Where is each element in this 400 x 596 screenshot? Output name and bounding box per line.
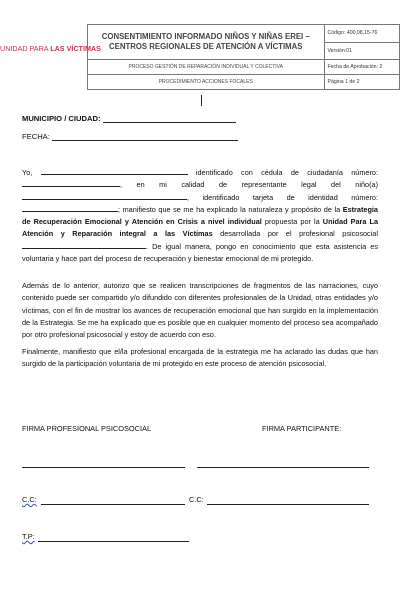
p1-text-e: propuesta por la xyxy=(264,217,320,227)
strategy-name: Estrategia de Recuperación Emocional y Atención en Crisis a nivel individual xyxy=(22,204,378,227)
cc-left-label: C.C: xyxy=(22,495,37,504)
cc-left-input-line[interactable] xyxy=(41,504,185,505)
cc-left-field xyxy=(22,495,37,504)
consent-paragraph-2: Además de lo anterior, autorizo que se realicen transcripciones de fragmentos de las narraciones, cuyo contenido puede ser compartido y/o difundido con diferentes profesionales de la Unidad, otras entidades y/o víctimas, con el fin de mostrar los avances de recuperación emocional que han surgido en la implementación de la Estrategia. Se me ha explicado que es posible que en cualquier momento del proceso sea acompañado por otro profesional psicosocial y estoy de acuerdo con eso. xyxy=(22,281,378,340)
fecha-field xyxy=(22,132,238,141)
p1-text-f: desarrollada por el profesional psicosocial xyxy=(220,229,378,239)
participant-signature-line[interactable] xyxy=(197,467,369,468)
document-header xyxy=(0,12,400,85)
professional-signature-line[interactable] xyxy=(22,467,185,468)
participant-signature-label: FIRMA PARTICIPANTE: xyxy=(262,424,342,433)
approval-date-cell: Fecha de Aprobación: 2 xyxy=(324,60,400,75)
procedure-cell: PROCEDIMIENTO ACCIONES FOCALES xyxy=(88,75,325,90)
p1-text-c: , identificado tarjeta de identidad número: xyxy=(187,192,378,202)
municipio-field xyxy=(22,114,236,123)
municipio-label: MUNICIPIO / CIUDAD: xyxy=(22,114,101,123)
name-input-line[interactable] xyxy=(41,167,188,175)
document-title xyxy=(88,25,325,60)
process-cell: PROCESO GESTIÓN DE REPARACIÓN INDIVIDUAL Y COLECTIVA xyxy=(88,60,325,75)
p1-yo: Yo, xyxy=(22,168,33,177)
code-cell: Código: 400,08,15-76 xyxy=(324,25,400,43)
professional-input-line[interactable] xyxy=(22,241,146,249)
p1-text-a: identificado con cédula de ciudadanía número: xyxy=(195,168,378,177)
logo-text-suffix: LAS VÍCTIMAS xyxy=(50,44,101,53)
title-line-1: CONSENTIMIENTO INFORMADO NIÑOS Y NIÑAS EREI – xyxy=(101,32,310,41)
p1-text-g: . De igual manera, pongo en conocimiento que esta asistencia es voluntaria y hace part del proceso de recuperación y bienestar emocional de mi protegido. xyxy=(22,241,378,264)
text-cursor xyxy=(201,95,202,106)
cc-right-field xyxy=(189,495,204,504)
p1-text-b: , en mi calidad de representante legal del niño(a) xyxy=(120,180,378,190)
tp-label: T.P: xyxy=(22,532,35,541)
professional-signature-label: FIRMA PROFESIONAL PSICOSOCIAL xyxy=(22,424,152,433)
header-table xyxy=(87,24,400,90)
version-cell: Versión:01 xyxy=(324,42,400,60)
p1-text-d: ; manifiesto que se me ha explicado la naturaleza y propósito de la xyxy=(118,204,341,214)
tp-input-line[interactable] xyxy=(38,541,189,542)
cedula-input-line[interactable] xyxy=(22,179,120,187)
tarjeta-input-line[interactable] xyxy=(22,204,118,212)
page-number-cell: Página 1 de 2 xyxy=(324,75,400,90)
child-name-input-line[interactable] xyxy=(22,192,187,200)
cc-right-input-line[interactable] xyxy=(207,504,369,505)
fecha-label: FECHA: xyxy=(22,132,50,141)
consent-paragraph-1 xyxy=(22,167,378,265)
municipio-input-line[interactable] xyxy=(103,114,236,123)
logo-text-prefix: UNIDAD PARA xyxy=(0,44,51,53)
consent-paragraph-3: Finalmente, manifiesto que el/la profesional encargada de la estrategia me ha aclarado las dudas que han surgido de la participación voluntaria de mi protegido en este proceso de atención psicosocial. xyxy=(22,347,378,369)
tp-field xyxy=(22,532,35,541)
cc-right-label: C.C: xyxy=(189,495,204,504)
unidad-name: Unidad Para La Atención y Reparación integral a las Víctimas xyxy=(22,217,378,239)
unidad-victimas-logo xyxy=(0,42,101,56)
title-line-2: CENTROS REGIONALES DE ATENCIÓN A VÍCTIMAS xyxy=(109,42,303,51)
fecha-input-line[interactable] xyxy=(52,132,238,141)
